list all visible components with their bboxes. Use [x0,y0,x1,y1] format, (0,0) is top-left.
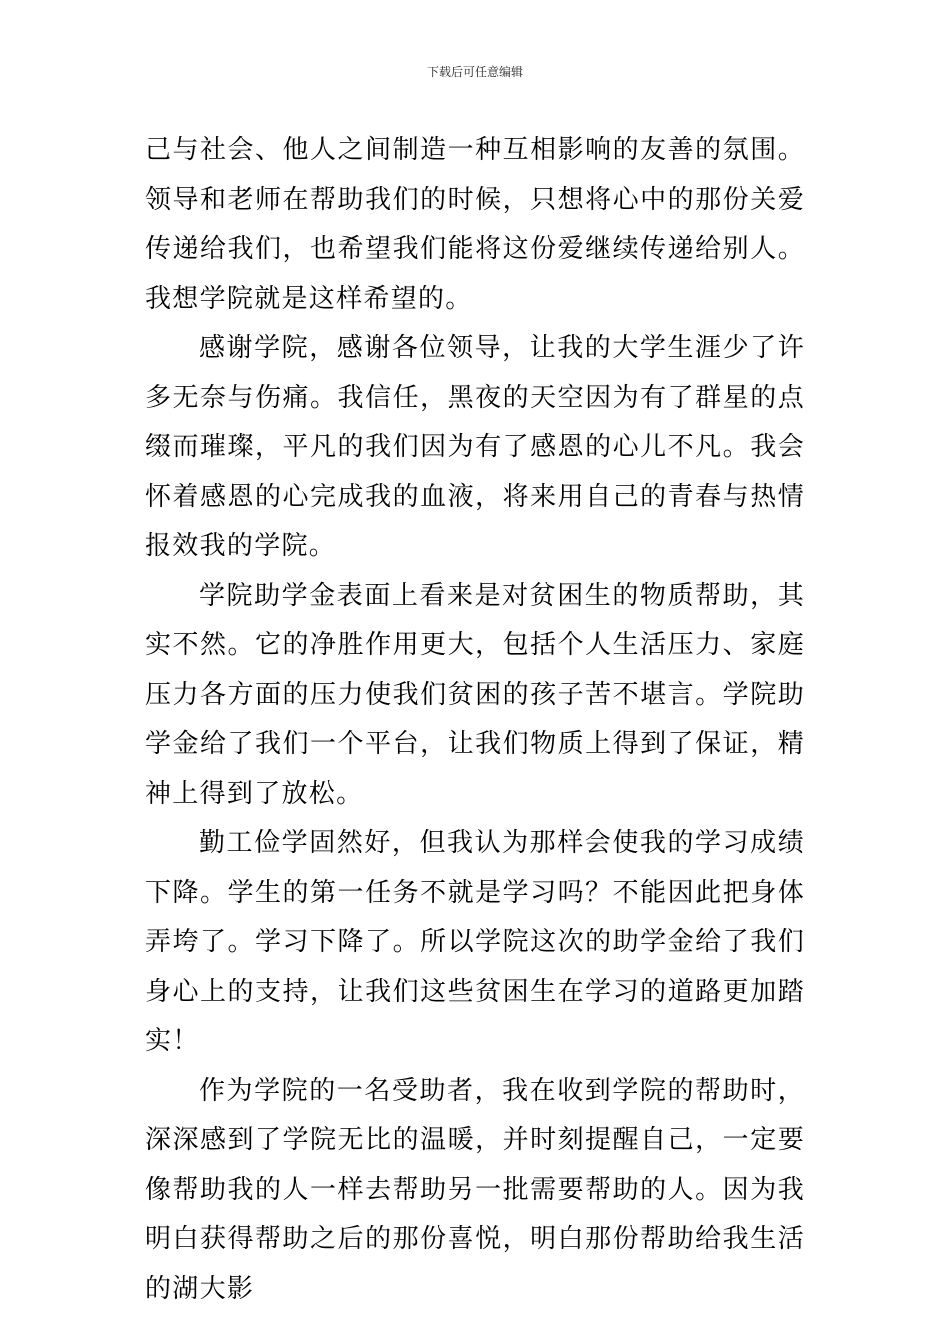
paragraph-3: 学院助学金表面上看来是对贫困生的物质帮助，其实不然。它的净胜作用更大，包括个人生活压力、家庭压力各方面的压力使我们贫困的孩子苦不堪言。学院助学金给了我们一个平台，让我们物质上得到了保证，精神上得到了放松。 [145,580,805,809]
paragraph-2: 感谢学院，感谢各位领导，让我的大学生涯少了许多无奈与伤痛。我信任，黑夜的天空因为有了群星的点缀而璀璨，平凡的我们因为有了感恩的心儿不凡。我会怀着感恩的心完成我的血液，将来用自己的青春与热情报效我的学院。 [145,333,805,561]
paragraph-4: 勤工俭学固然好，但我认为那样会使我的学习成绩下降。学生的第一任务不就是学习吗？不能因此把身体弄垮了。学习下降了。所以学院这次的助学金给了我们身心上的支持，让我们这些贫困生在学习的道路更加踏实！ [145,828,805,1056]
paragraph-1: 己与社会、他人之间制造一种互相影响的友善的氛围。领导和老师在帮助我们的时候，只想将心中的那份关爱传递给我们，也希望我们能将这份爱继续传递给别人。我想学院就是这样希望的。 [145,135,805,314]
paragraph-5: 作为学院的一名受助者，我在收到学院的帮助时，深深感到了学院无比的温暖，并时刻提醒自己，一定要像帮助我的人一样去帮助另一批需要帮助的人。因为我明白获得帮助之后的那份喜悦，明白那份帮助给我生活的湖大影 [145,1075,805,1304]
page-header-note: 下载后可任意编辑 [426,65,523,79]
document-body [145,126,805,1314]
